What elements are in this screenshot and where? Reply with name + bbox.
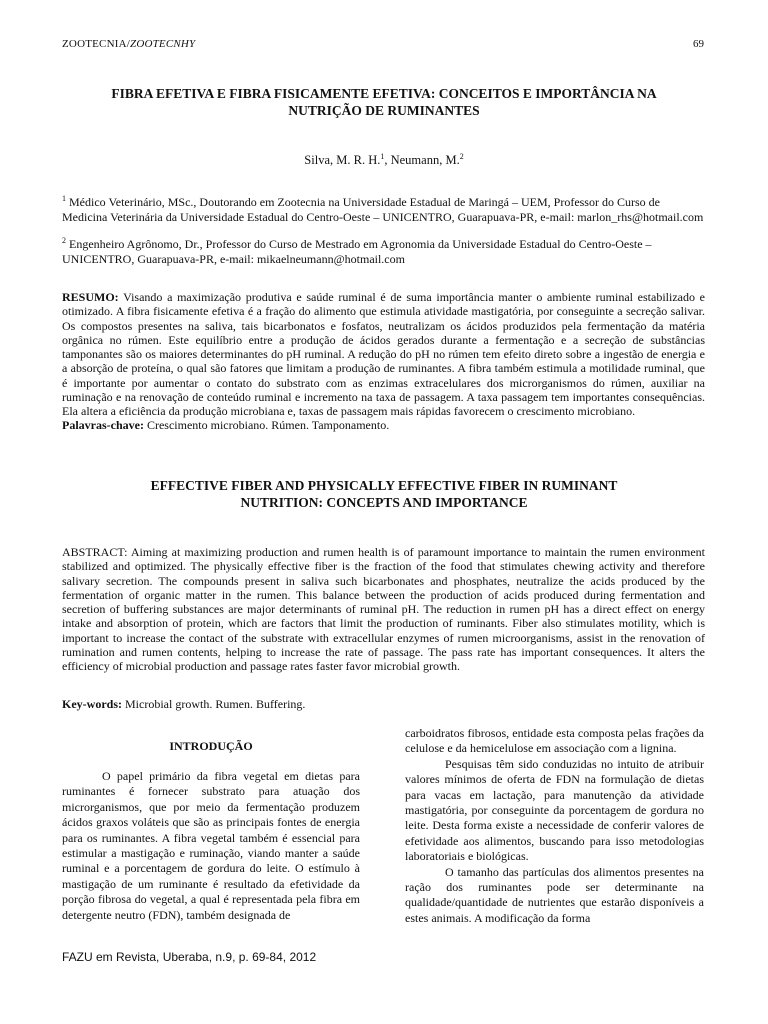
running-header: ZOOTECNIA/ZOOTECNHY: [62, 38, 196, 50]
palavras-chave: Palavras-chave: Crescimento microbiano. Rúmen. Tamponamento.: [62, 418, 390, 432]
intro-left-column: [62, 769, 360, 923]
abstract: ABSTRACT: Aiming at maximizing production and rumen health is of paramount importance to maintain the rumen environment stabilized and optimized. The physically effective fiber is the fraction of the food that stimulates chewing activity and therefore salivary secretion. The compounds present in saliva such bicarbonates and phosphates, neutralize the acids produced by the fermentation of organic matter in the rumen. This balance between the production of acids produced during fermentation and secretion of buffering substances are major determinants of ruminal pH. The reduction in rumen pH has a direct effect on energy intake and absorption of protein, which are factors that limit the production of ruminants. Fiber also stimulates motility, which is important to increase the contact of the substrate with extracellular enzymes of rumen microorganisms, assist in the renovation of rumination and rumen contents, helping to increase the rate of passage. The pass rate has important consequences. It alters the efficiency of microbial production and passage rates faster favor microbial growth.: [62, 545, 705, 674]
title-portuguese: FIBRA EFETIVA E FIBRA FISICAMENTE EFETIVA: CONCEITOS E IMPORTÂNCIA NA NUTRIÇÃO DE RUMINANTES: [111, 86, 657, 118]
page-footer: FAZU em Revista, Uberaba, n.9, p. 69-84, 2012: [62, 950, 317, 964]
affiliation-2: $^2$ Engenheiro Agrônomo, Dr., Professor do Curso de Mestrado em Agronomia da Universidade Estadual do Centro-Oeste – UNICENTRO, Guarapuava-PR, e-mail: mikaelneumann@hotmail.com: [62, 236, 652, 266]
intro-paragraph-2: Pesquisas têm sido conduzidas no intuito de atribuir valores mínimos de oferta de FDN na formulação de dietas para vacas em lactação, para manutenção da atividade mastigatória, por conseguinte da porcentagem de gordura no leite. Desta forma existe a necessidade de conferir valores de efetividade aos alimentos, buscando para isso metodologias laboratoriais e biológicas.: [405, 756, 704, 864]
resumo: RESUMO: Visando a maximização produtiva e saúde ruminal é de suma importância manter o ambiente ruminal estabilizado e otimizado. A fibra fisicamente efetiva é a fração do alimento que estimula atividade mastigatória, por conseguinte a secreção salivar. Os compostos presentes na saliva, tais bicarbonatos e fosfatos, neutralizam os ácidos produzidos pela fermentação da matéria orgânica no rúmen. Este equilíbrio entre a produção de ácidos gerados durante a fermentação e a secreção de substâncias tamponantes são os maiores determinantes do pH ruminal. A redução do pH no rúmen tem efeito direto sobre a ingestão de energia e a absorção de proteína, o qual são fatores que limitam a produção de ruminantes. A fibra também estimula a motilidade ruminal, que é importante por aumentar o contato do substrato com as enzimas extracelulares dos microrganismos do rúmen, auxiliar na ruminação e na renovação de conteúdo ruminal e incremento na taxa de passagem. A taxa passagem tem importantes consequências. Ela altera a eficiência da produção microbiana e, taxas de passagem mais rápidas favorecem o crescimento microbiano.: [62, 290, 705, 419]
authors: Silva, M. R. H.$^1$, Neumann, M.$^2$: [304, 151, 464, 167]
intro-paragraph-3: O tamanho das partículas dos alimentos presentes na ração dos ruminantes pode ser determinante na qualidade/quantidade de nutrientes que estarão disponíveis a estes animais. A modificação da forma: [405, 864, 704, 925]
keywords: Key-words: Microbial growth. Rumen. Buffering.: [62, 697, 306, 711]
page-number: 69: [693, 38, 704, 50]
intro-paragraph-1: O papel primário da fibra vegetal em dietas para ruminantes é fornecer substrato para atuação dos microrganismos, que por meio da fermentação produzem ácidos graxos voláteis que são as principais fontes de energia para os ruminantes. A fibra vegetal também é essencial para estimular a mastigação e ruminação, viando manter a saúde ruminal e a porcentagem de gordura do leite. O estímulo à mastigação de um ruminante é resultado da efetividade da porção fibrosa do vegetal, a qual é representada pela fibra em detergente neutro (FDN), também designada de: [62, 769, 360, 922]
intro-paragraph-cont: carboidratos fibrosos, entidade esta composta pelas frações da celulose e da hemicelulose em associação com a lignina.: [405, 726, 704, 756]
intro-right-column: [405, 726, 704, 926]
section-heading-introducao: INTRODUÇÃO: [169, 739, 253, 753]
affiliation-1: $^1$ Médico Veterinário, MSc., Doutorando em Zootecnia na Universidade Estadual de Maringá – UEM, Professor do Curso de Medicina Veterinária da Universidade Estadual do Centro-Oeste – UNICENTRO, Guarapuava-PR, e-mail: marlon_rhs@hotmail.com: [62, 194, 704, 224]
title-english: EFFECTIVE FIBER AND PHYSICALLY EFFECTIVE FIBER IN RUMINANT NUTRITION: CONCEPTS AND IMPORTANCE: [150, 478, 618, 510]
